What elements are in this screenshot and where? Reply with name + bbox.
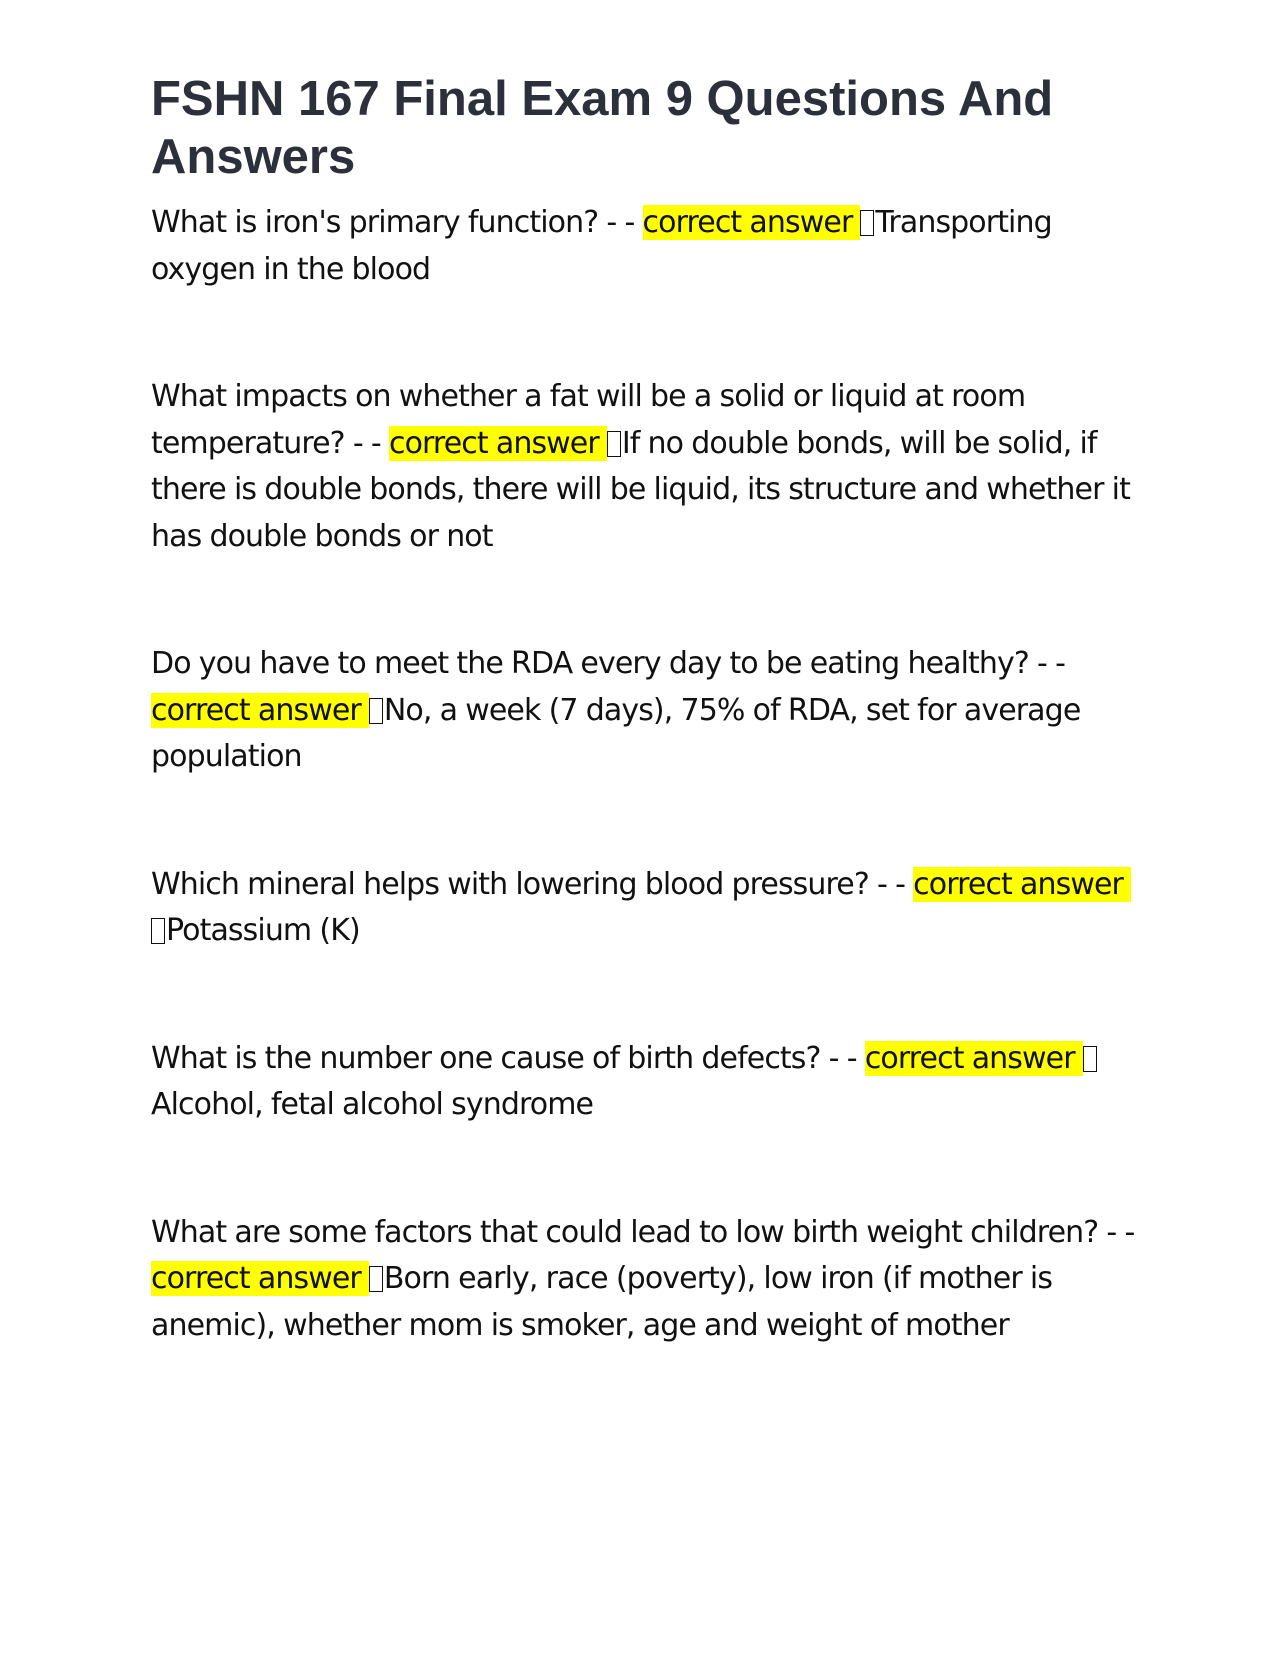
answer-text: Potassium (K) xyxy=(166,913,360,948)
answer-text: Transporting oxygen in the blood xyxy=(151,205,1052,287)
qa-list xyxy=(151,200,1141,1349)
answer-text: Born early, race (poverty), low iron (if mother is anemic), whether mom is smoker, age and weight of mother xyxy=(151,1261,1053,1343)
separator: - - xyxy=(344,425,389,461)
separator: - - xyxy=(1098,1214,1135,1250)
missing-glyph-icon xyxy=(860,210,874,236)
question-text: What impacts on whether a fat will be a solid or liquid at room temperature? xyxy=(151,379,1026,461)
question-text: What are some factors that could lead to low birth weight children? xyxy=(151,1214,1099,1250)
document-title: FSHN 167 Final Exam 9 Questions And Answers xyxy=(151,72,1054,184)
separator: - - xyxy=(1028,646,1066,681)
question-text: Do you have to meet the RDA every day to be eating healthy? xyxy=(151,646,1029,681)
missing-glyph-icon xyxy=(1083,1046,1097,1072)
missing-glyph-icon xyxy=(151,918,165,944)
separator: - - xyxy=(598,205,643,240)
qa-item xyxy=(151,862,1141,955)
qa-item xyxy=(151,374,1141,560)
answer-label-highlight: correct answer xyxy=(643,205,861,240)
question-text: What is iron's primary function? xyxy=(151,205,599,240)
separator: - - xyxy=(820,1040,865,1076)
answer-label-highlight: correct answer xyxy=(913,867,1131,902)
qa-item xyxy=(151,641,1141,781)
missing-glyph-icon xyxy=(607,431,621,457)
missing-glyph-icon xyxy=(369,698,383,724)
qa-item xyxy=(151,200,1141,293)
answer-label-highlight: correct answer xyxy=(389,426,607,461)
missing-glyph-icon xyxy=(369,1266,383,1292)
answer-label-highlight: correct answer xyxy=(151,693,369,728)
answer-label-highlight: correct answer xyxy=(865,1041,1083,1076)
document-page xyxy=(151,70,1141,1349)
question-text: Which mineral helps with lowering blood pressure? xyxy=(151,866,869,902)
qa-item xyxy=(151,1036,1141,1129)
answer-text: Alcohol, fetal alcohol syndrome xyxy=(151,1087,594,1122)
answer-label-highlight: correct answer xyxy=(151,1261,369,1296)
answer-text: If no double bonds, will be solid, if there is double bonds, there will be liquid, its structure and whether it has double bonds or not xyxy=(151,425,1130,554)
qa-item xyxy=(151,1210,1141,1350)
answer-text: No, a week (7 days), 75% of RDA, set for average population xyxy=(151,692,1081,774)
question-text: What is the number one cause of birth defects? xyxy=(151,1040,821,1076)
separator: - - xyxy=(868,866,914,902)
